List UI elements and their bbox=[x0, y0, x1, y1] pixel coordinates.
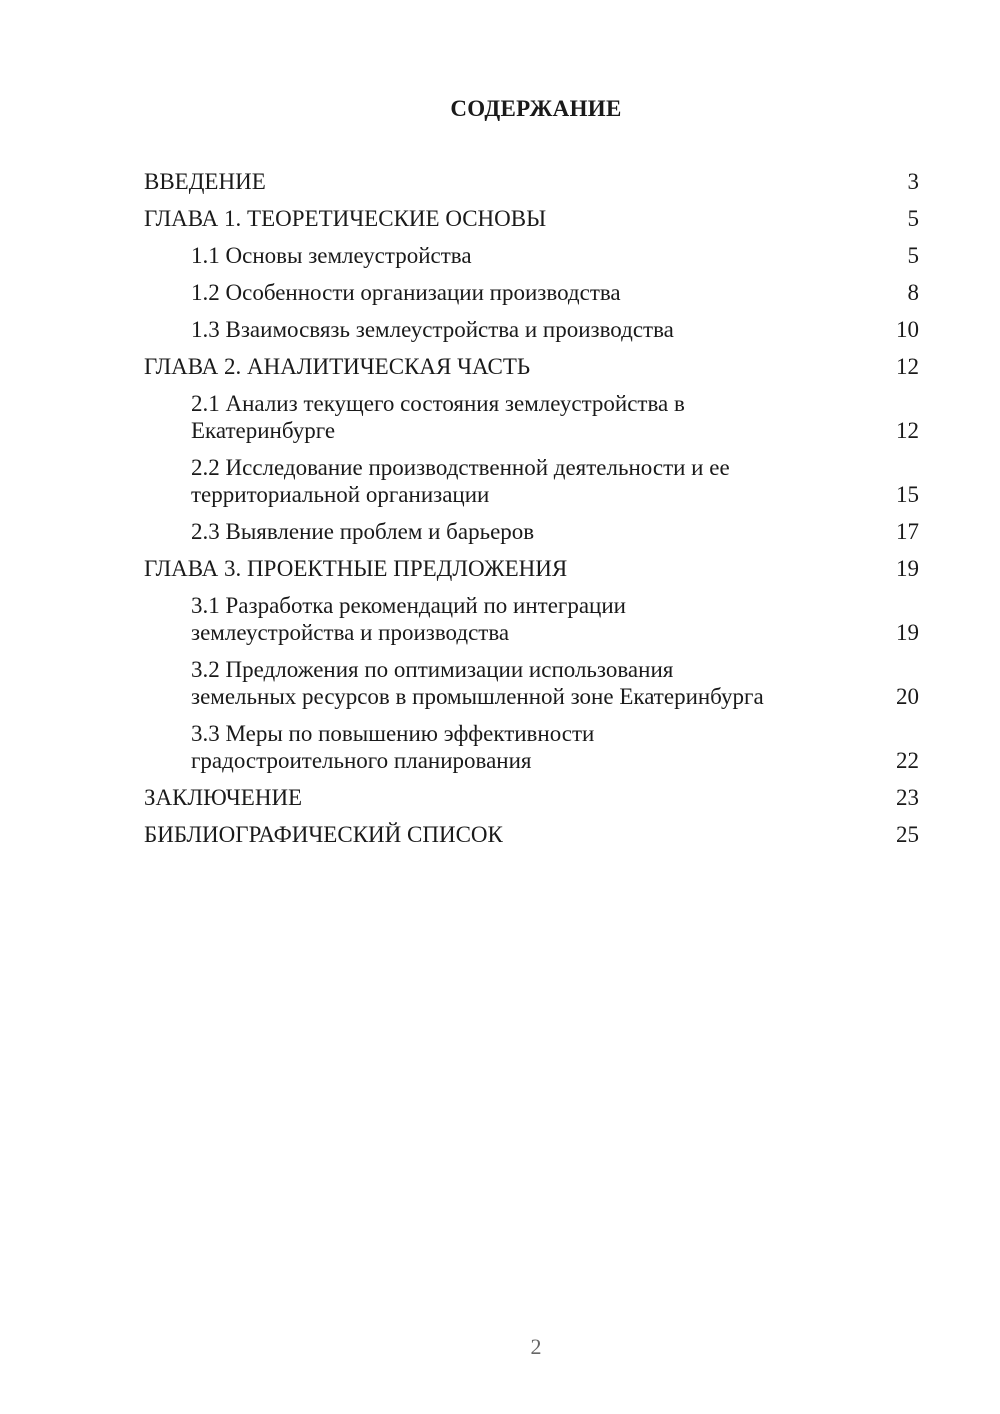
toc-entry-section-3-1[interactable] bbox=[144, 592, 919, 646]
toc-entry-conclusion[interactable] bbox=[144, 784, 919, 811]
toc-entry-page: 8 bbox=[907, 280, 919, 305]
toc-entry-label: 3.3 Меры по повышению эффективности градостроительного планирования bbox=[191, 721, 595, 773]
table-of-contents bbox=[144, 168, 919, 858]
toc-entry-label: 1.3 Взаимосвязь землеустройства и производства bbox=[191, 317, 674, 342]
toc-entry-label: ГЛАВА 3. ПРОЕКТНЫЕ ПРЕДЛОЖЕНИЯ bbox=[144, 556, 568, 581]
toc-entry-section-1-3[interactable] bbox=[144, 316, 919, 343]
toc-entry-chapter-1[interactable] bbox=[144, 205, 919, 232]
toc-entry-section-1-2[interactable] bbox=[144, 279, 919, 306]
toc-entry-page: 5 bbox=[907, 243, 919, 268]
toc-entry-label: ГЛАВА 2. АНАЛИТИЧЕСКАЯ ЧАСТЬ bbox=[144, 354, 531, 379]
toc-entry-bibliography[interactable] bbox=[144, 821, 919, 848]
toc-entry-page: 19 bbox=[896, 556, 919, 581]
toc-entry-section-3-3[interactable] bbox=[144, 720, 919, 774]
toc-entry-label: 3.2 Предложения по оптимизации использования земельных ресурсов в промышленной зоне Екатеринбурга bbox=[191, 657, 764, 709]
toc-entry-label: ГЛАВА 1. ТЕОРЕТИЧЕСКИЕ ОСНОВЫ bbox=[144, 206, 547, 231]
toc-entry-introduction[interactable] bbox=[144, 168, 919, 195]
toc-entry-section-2-2[interactable] bbox=[144, 454, 919, 508]
toc-entry-page: 23 bbox=[896, 785, 919, 810]
toc-entry-page: 15 bbox=[896, 482, 919, 507]
toc-entry-label: 2.3 Выявление проблем и барьеров bbox=[191, 519, 535, 544]
toc-entry-page: 10 bbox=[896, 317, 919, 342]
toc-entry-label: 2.2 Исследование производственной деятельности и ее территориальной организации bbox=[191, 455, 730, 507]
toc-entry-section-2-3[interactable] bbox=[144, 518, 919, 545]
toc-entry-label: 2.1 Анализ текущего состояния землеустройства в Екатеринбурге bbox=[191, 391, 685, 443]
toc-entry-label: ВВЕДЕНИЕ bbox=[144, 169, 266, 194]
toc-entry-page: 3 bbox=[907, 169, 919, 194]
toc-entry-label: 3.1 Разработка рекомендаций по интеграции землеустройства и производства bbox=[191, 593, 626, 645]
toc-entry-section-1-1[interactable] bbox=[144, 242, 919, 269]
toc-entry-page: 25 bbox=[896, 822, 919, 847]
toc-entry-page: 17 bbox=[896, 519, 919, 544]
toc-entry-label: 1.1 Основы землеустройства bbox=[191, 243, 472, 268]
toc-entry-chapter-2[interactable] bbox=[144, 353, 919, 380]
toc-entry-section-3-2[interactable] bbox=[144, 656, 919, 710]
toc-entry-page: 5 bbox=[907, 206, 919, 231]
toc-entry-label: БИБЛИОГРАФИЧЕСКИЙ СПИСОК bbox=[144, 822, 503, 847]
toc-entry-section-2-1[interactable] bbox=[144, 390, 919, 444]
toc-entry-page: 12 bbox=[896, 418, 919, 443]
toc-entry-page: 20 bbox=[896, 684, 919, 709]
page-title: СОДЕРЖАНИЕ bbox=[450, 96, 622, 121]
toc-entry-label: 1.2 Особенности организации производства bbox=[191, 280, 621, 305]
toc-entry-page: 19 bbox=[896, 620, 919, 645]
toc-entry-chapter-3[interactable] bbox=[144, 555, 919, 582]
toc-entry-page: 12 bbox=[896, 354, 919, 379]
toc-entry-page: 22 bbox=[896, 748, 919, 773]
page-number: 2 bbox=[530, 1334, 542, 1359]
toc-entry-label: ЗАКЛЮЧЕНИЕ bbox=[144, 785, 303, 810]
